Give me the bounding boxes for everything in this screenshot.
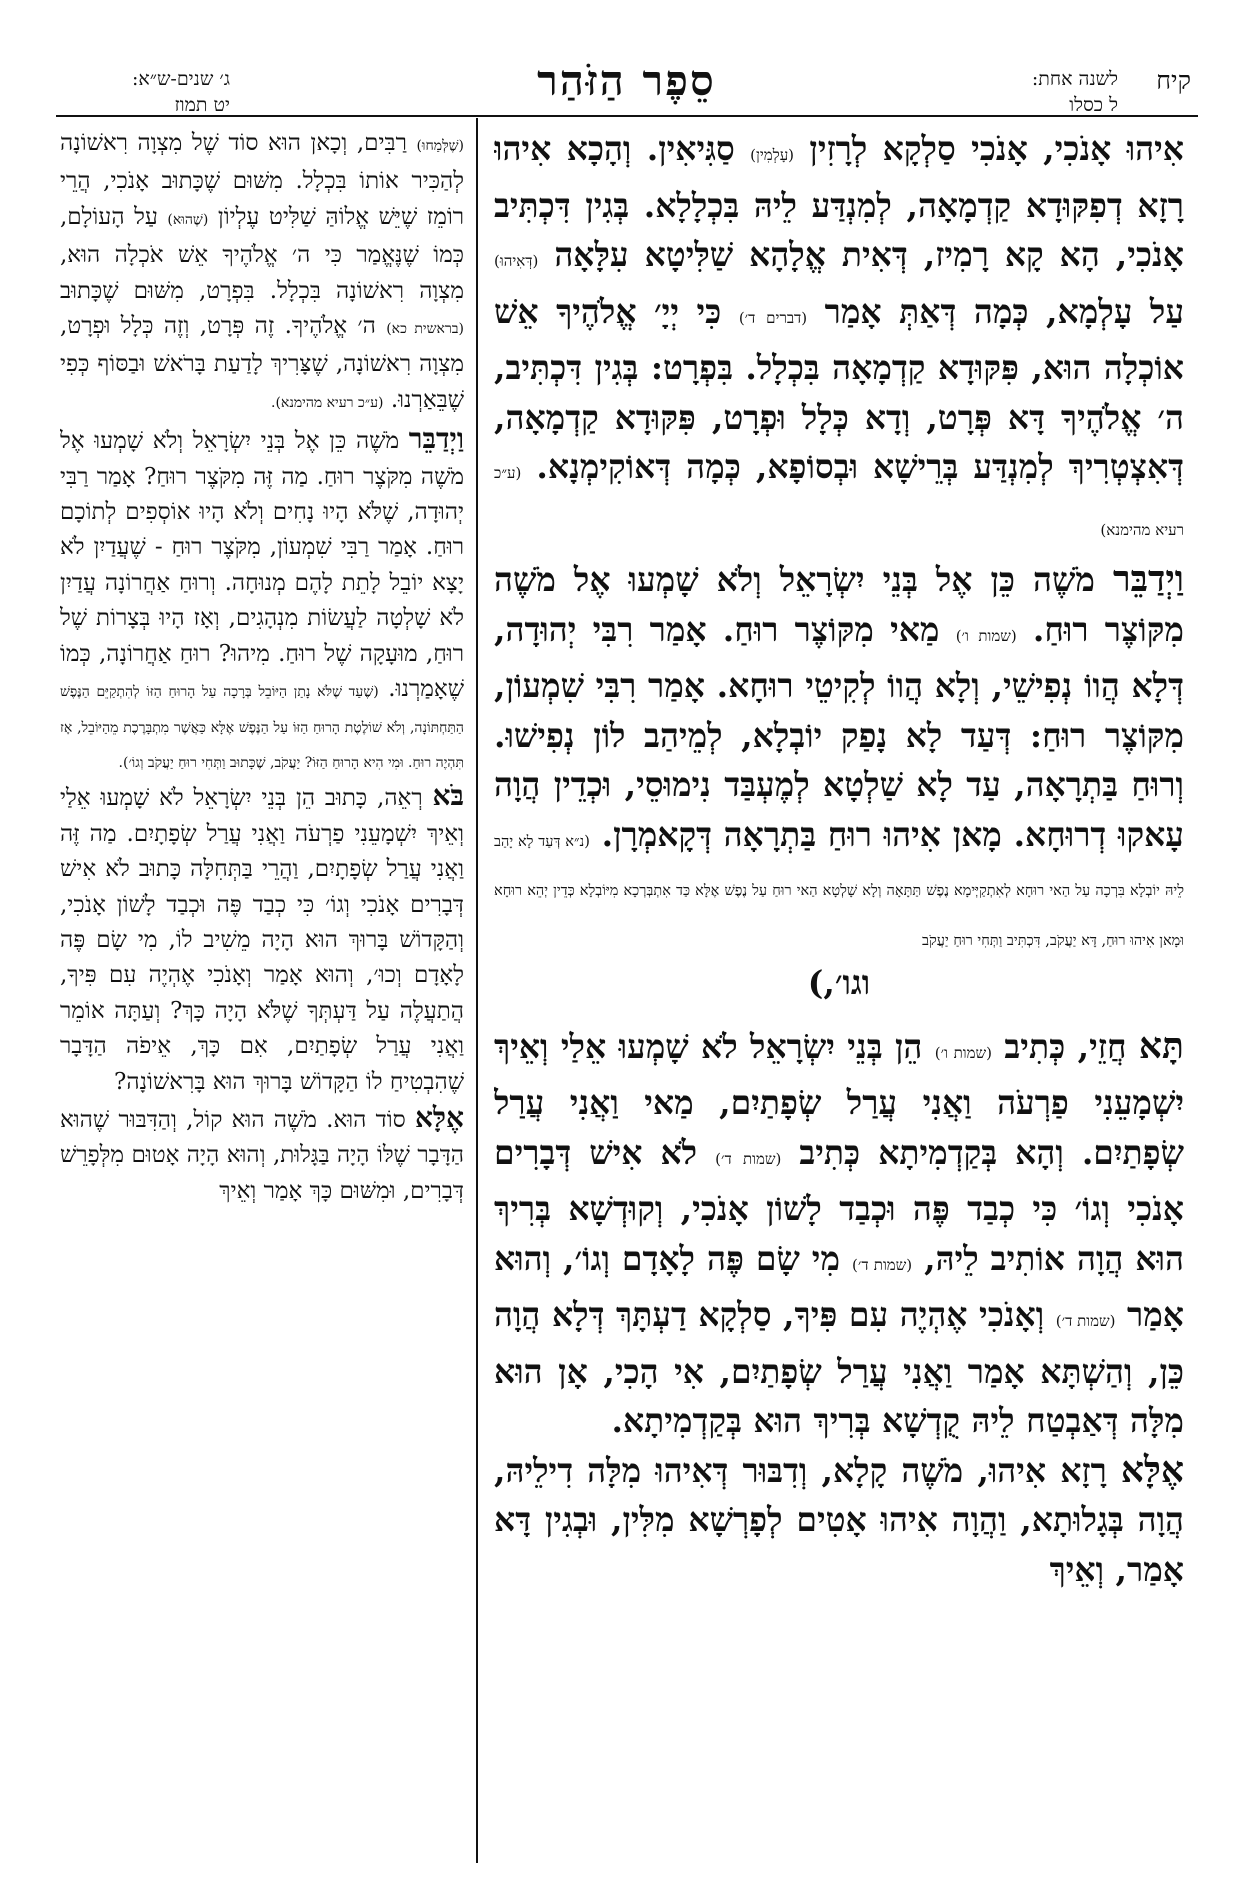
- source-ref: (דברים ד׳): [738, 308, 808, 327]
- source-ref: (שמות ד׳): [715, 1149, 782, 1168]
- translation-paragraph-3: [60, 778, 464, 1100]
- text: אִיהוּ אָנֹכִי, אָנֹכִי סַלְקָא לְרָזִין: [809, 129, 1184, 168]
- page-header: [0, 0, 1253, 115]
- aramaic-paragraph-3: [494, 1022, 1184, 1446]
- text: סוֹד הוּא. מֹשֶׁה הוּא קוֹל, וְהַדִּבּוּר שֶׁהוּא הַדָּבָר שֶׁלּוֹ הָיָה בַּגָּלוּת, וְהוּא הָיָה אָטוּם מִלְּפָרֵשׁ דְּבָרִים, וּמִשּׁוּם כָּךְ אָמַר וְאֵיךְ: [60, 1106, 464, 1204]
- source-ref: (שמות ו׳): [955, 626, 1017, 645]
- variant-note: (נ״א דְּעַד לָא יָהַב לֵיהּ יוֹבְלָא בִּרְכָה עַל הַאי רוּחָא לְאִתְקַיְּימָא נֶפֶשׁ תַּתָּאָה וְלָא שָׁלְטָא הַאי רוּחַ עַל נֶפֶשׁ אֶלָּא כַּד אִתְבְּרְכָא מִיּוֹבְלָא כְּדֵין יְהֵא רוּחָא וּמָאן אִיהוּ רוּחַ, דָּא יַעֲקֹב, דִּכְתִּיב וַתְּחִי רוּחַ יַעֲקֹב: [494, 833, 1184, 949]
- source-ref: (שמות ו׳): [934, 1043, 992, 1062]
- aramaic-paragraph-4: [494, 1446, 1184, 1595]
- lead-word: אֶלָּא: [414, 1100, 464, 1134]
- lead-word: אֶלָּא: [1120, 1448, 1184, 1491]
- aramaic-paragraph-1: [494, 124, 1184, 555]
- lead-word: בֹּא: [432, 779, 464, 813]
- variant-note: (שֶׁעַד שֶׁלֹּא נָתַן הַיּוֹבֵל בְּרָכָה עַל הָרוּחַ הַזּוֹ לְהִתְקַיֵּם הַנֶּפֶשׁ הַתַּחְתּוֹנָה, וְלֹא שׁוֹלֶטֶת הָרוּחַ הַזּוֹ עַל הַנֶּפֶשׁ אֶלָּא כַּאֲשֶׁר מִתְבָּרֶכֶת מֵהַיּוֹבֵל, אָז תִּהְיֶה רוּחַ. וּמִי הִיא הָרוּחַ הַזּוֹ? יַעֲקֹב, שֶׁכָּתוּב וַתְּחִי רוּחַ יַעֲקֹב וְגוֹ׳).: [60, 684, 464, 771]
- page-number: קיח: [1156, 66, 1191, 95]
- column-divider: [476, 118, 478, 1863]
- page-title: סֵפֶר הַזֹּהַר: [537, 56, 716, 105]
- three-year-schedule-date: יט תמוז: [174, 94, 230, 116]
- source-ref: (שמות ד׳): [852, 1255, 913, 1274]
- text: מַאי מִקּוֹצֶר רוּחַ. אָמַר רִבִּי יְהוּדָה, דְּלָא הֲווֹ נְפִישֵׁי, וְלָא הֲווֹ לְקִיטֵי רוּחָא. אָמַר רִבִּי שִׁמְעוֹן, מִקּוֹצֶר רוּחַ: דְּעַד לָא נָפַק יוֹבְלָא, לְמֵיהַב לוֹן נְפִישׁוּ. וְרוּחַ בַּתְרָאָה, עַד לָא שַׁלְטָא לְמֶעְבַּד נִימוּסֵי, וּכְדֵין הֲוָה עָאקוּ דְרוּחָא. מָאן אִיהוּ רוּחַ בַּתְרָאָה דְּקָאמְרָן.: [494, 609, 1184, 854]
- text: וְאָנֹכִי אֶהְיֶה עִם פִּיךָ, סַלְקָא דַעְתָּךְ דְּלָא הֲוָה כֵּן, וְהַשְׁתָּא אָמַר וַאֲנִי עֲרַל שְׂפָתַיִם, אִי הָכִי, אָן הוּא מִלָּה דְּאַבְטַח לֵיהּ קֻדְשָׁא בְּרִיךְ הוּא בְּקַדְמִיתָא.: [494, 1295, 1184, 1440]
- source-ref: (דְּאִיהוּ): [494, 252, 539, 270]
- lead-word: וַיְדַבֵּר: [408, 422, 464, 456]
- source-ref: (עָלְמִין): [750, 146, 795, 164]
- aramaic-column: [494, 124, 1184, 1874]
- text: מִי שָׂם פֶּה לָאָדָם וְגוֹ׳, וְהוּא אָמַר: [494, 1238, 1184, 1334]
- source-ref: (ע״כ רעיא מהימנא).: [271, 394, 384, 411]
- variant-note-end: וגו׳,): [807, 963, 871, 1002]
- aramaic-paragraph-2: [494, 555, 1184, 958]
- text: עַל עָלְמָא, כְּמָה דְּאַתְּ אָמַר: [824, 291, 1184, 331]
- source-ref: (שֶׁהוּא): [167, 211, 209, 228]
- source-ref: (ע״כ רעיא מהימנא): [494, 464, 1184, 539]
- source-ref: (בראשית כא): [386, 321, 464, 338]
- translation-paragraph-4: [60, 1100, 464, 1209]
- text: סַגִּיאִין. וְהָכָא אִיהוּ רָזָא דְפִקּוּדָא קַדְמָאָה, לְמִנְדַּע לֵיהּ בִּכְלָלָא. בְּגִין דִּכְתִּיב אָנֹכִי, הָא קָא רָמִיז, דְּאִית אֱלָהָא שַׁלִּיטָא עִלָּאָה: [494, 129, 1184, 274]
- hebrew-translation-column: [60, 126, 464, 1866]
- three-year-schedule-label: ג׳ שנים-ש״א:: [131, 68, 230, 90]
- translation-paragraph-1: [60, 126, 464, 421]
- source-ref: (שֶׁלְּמַחוּ): [416, 138, 464, 154]
- text: מֹשֶׁה כֵּן אֶל בְּנֵי יִשְׂרָאֵל וְלֹא שָׁמְעוּ אֶל מֹשֶׁה מִקֹּצֶר רוּחַ. מַה זֶּה מִקֹּצֶר רוּחַ? אָמַר רַבִּי יְהוּדָה, שֶׁלֹּא הָיוּ נָחִים וְלֹא הָיוּ אוֹסְפִים לְתוֹכָם רוּחַ. אָמַר רַבִּי שִׁמְעוֹן, מִקֹּצֶר רוּחַ - שֶׁעֲדַיִן לֹא יָצָא יוֹבֵל לָתֵת לָהֶם מְנוּחָה. וְרוּחַ אַחֲרוֹנָה עֲדַיִן לֹא שָׁלְטָה לַעֲשׂוֹת מִנְהָגִים, וְאָז הָיוּ בְּצָרוֹת שֶׁל רוּחַ, מוּעָקָה שֶׁל רוּחַ. מִיהוּ? רוּחַ אַחֲרוֹנָה, כְּמוֹ שֶׁאָמַרְנוּ.: [60, 428, 464, 703]
- text: כִּי יְיָ׳ אֱלֹהֶיךָ אֵשׁ אוֹכְלָה הוּא, פִּקּוּדָא קַדְמָאָה בִּכְלָל. בִּפְרָט: בְּגִין דִּכְתִּיב, ה׳ אֱלֹהֶיךָ דָּא פְּרָט, וְדָא כְּלָל וּפְרָט, פִּקּוּדָא קַדְמָאָה, דְּאִצְטְרִיךְ לְמִנְדַּע בְּרֵישָׁא וּבְסוֹפָא, כְּמָה דְּאוֹקִימְנָא.: [494, 291, 1184, 486]
- text: רְאֵה, כָּתוּב הֵן בְּנֵי יִשְׂרָאֵל לֹא שָׁמְעוּ אֵלַי וְאֵיךְ יִשְׁמָעֵנִי פַרְעֹה וַאֲנִי עֲרַל שְׂפָתָיִם. מַה זֶּה וַאֲנִי עֲרַל שְׂפָתָיִם, וַהֲרֵי בַּתְּחִלָּה כָּתוּב לֹא אִישׁ דְּבָרִים אָנֹכִי וְגוֹ׳ כִּי כְבַד פֶּה וּכְבַד לָשׁוֹן אָנֹכִי, וְהַקָּדוֹשׁ בָּרוּךְ הוּא הָיָה מֵשִׁיב לוֹ, מִי שָׂם פֶּה לָאָדָם וְכוּ׳, וְהוּא אָמַר וְאָנֹכִי אֶהְיֶה עִם פִּיךָ, הֲתַעֲלֶה עַל דַּעְתְּךָ שֶׁלֹּא הָיָה כָּךְ? וְעַתָּה אוֹמֵר וַאֲנִי עֲרַל שְׂפָתַיִם, אִם כָּךְ, אֵיפֹה הַדָּבָר שֶׁהִבְטִיחַ לוֹ הַקָּדוֹשׁ בָּרוּךְ הוּא בָּרִאשׁוֹנָה?: [60, 785, 464, 1095]
- lead-word: תָּא: [1138, 1024, 1184, 1067]
- header-rule: [56, 115, 1198, 117]
- text: לֹא אִישׁ דְּבָרִים אָנֹכִי וְגוֹ׳ כִּי כְבַד פֶּה וּכְבַד לָשׁוֹן אָנֹכִי, וְקוּדְשָׁא בְּרִיךְ הוּא הֲוָה אוֹתִיב לֵיהּ,: [494, 1132, 1184, 1278]
- translation-paragraph-2: [60, 421, 464, 778]
- text: חֲזֵי, כְּתִיב: [1004, 1026, 1127, 1066]
- three-year-schedule: [70, 66, 230, 118]
- text: מֹשֶׁה כֵּן אֶל בְּנֵי יִשְׂרָאֵל וְלֹא שָׁמְעוּ אֶל מֹשֶׁה מִקּוֹצֶר רוּחַ.: [494, 560, 1184, 649]
- source-ref: (שמות ד׳): [1055, 1312, 1116, 1330]
- yearly-schedule-date: ל כסלו: [1069, 94, 1118, 116]
- yearly-schedule-label: לשנה אחת:: [1031, 68, 1118, 90]
- spacer: [494, 1008, 1184, 1022]
- text: הֵן בְּנֵי יִשְׂרָאֵל לֹא שָׁמְעוּ אֵלַי וְאֵיךְ יִשְׁמָעֵנִי פַרְעֹה וַאֲנִי עֲרַל שְׂפָתַיִם, מַאי וַאֲנִי עֲרַל שְׂפָתַיִם. וְהָא בְּקַדְמִיתָא כְּתִיב: [494, 1026, 1184, 1172]
- text: רַבִּים, וְכָאן הוּא סוֹד שֶׁל מִצְוָה רִאשׁוֹנָה לְהַכִּיר אוֹתוֹ בִּכְלָל. מִשּׁוּם שֶׁכָּתוּב אָנֹכִי, הֲרֵי רוֹמֵז שֶׁיֵּשׁ אֱלוֹהַּ שַׁלִּיט עֶלְיוֹן: [60, 130, 464, 230]
- text: רָזָא אִיהוּ, מֹשֶׁה קָלָא, וְדִבּוּר דְּאִיהוּ מִלָּה דִילֵיהּ, הֲוָה בְּגָלוּתָא, וַהֲוָה אִיהוּ אָטִים לְפָרְשָׁא מִלִּין, וּבְגִין דָּא אָמַר, וְאֵיךְ: [494, 1450, 1184, 1589]
- text: עַל הָעוֹלָם, כְּמוֹ שֶׁנֶּאֱמַר כִּי ה׳ אֱלֹהֶיךָ אֵשׁ אֹכְלָה הוּא, מִצְוָה רִאשׁוֹנָה בִּכְלָל. בִּפְרָט, מִשּׁוּם שֶׁכָּתוּב: [60, 203, 464, 304]
- text: ה׳ אֱלֹהֶיךָ. זֶה פְּרָט, וְזֶה כְּלָל וּפְרָט, מִצְוָה רִאשׁוֹנָה, שֶׁצָּרִיךְ לָדַעַת בָּרֹאשׁ וּבַסּוֹף כְּפִי שֶׁבֵּאַרְנוּ.: [60, 313, 464, 413]
- lead-word: וַיְדַבֵּר: [1112, 558, 1184, 600]
